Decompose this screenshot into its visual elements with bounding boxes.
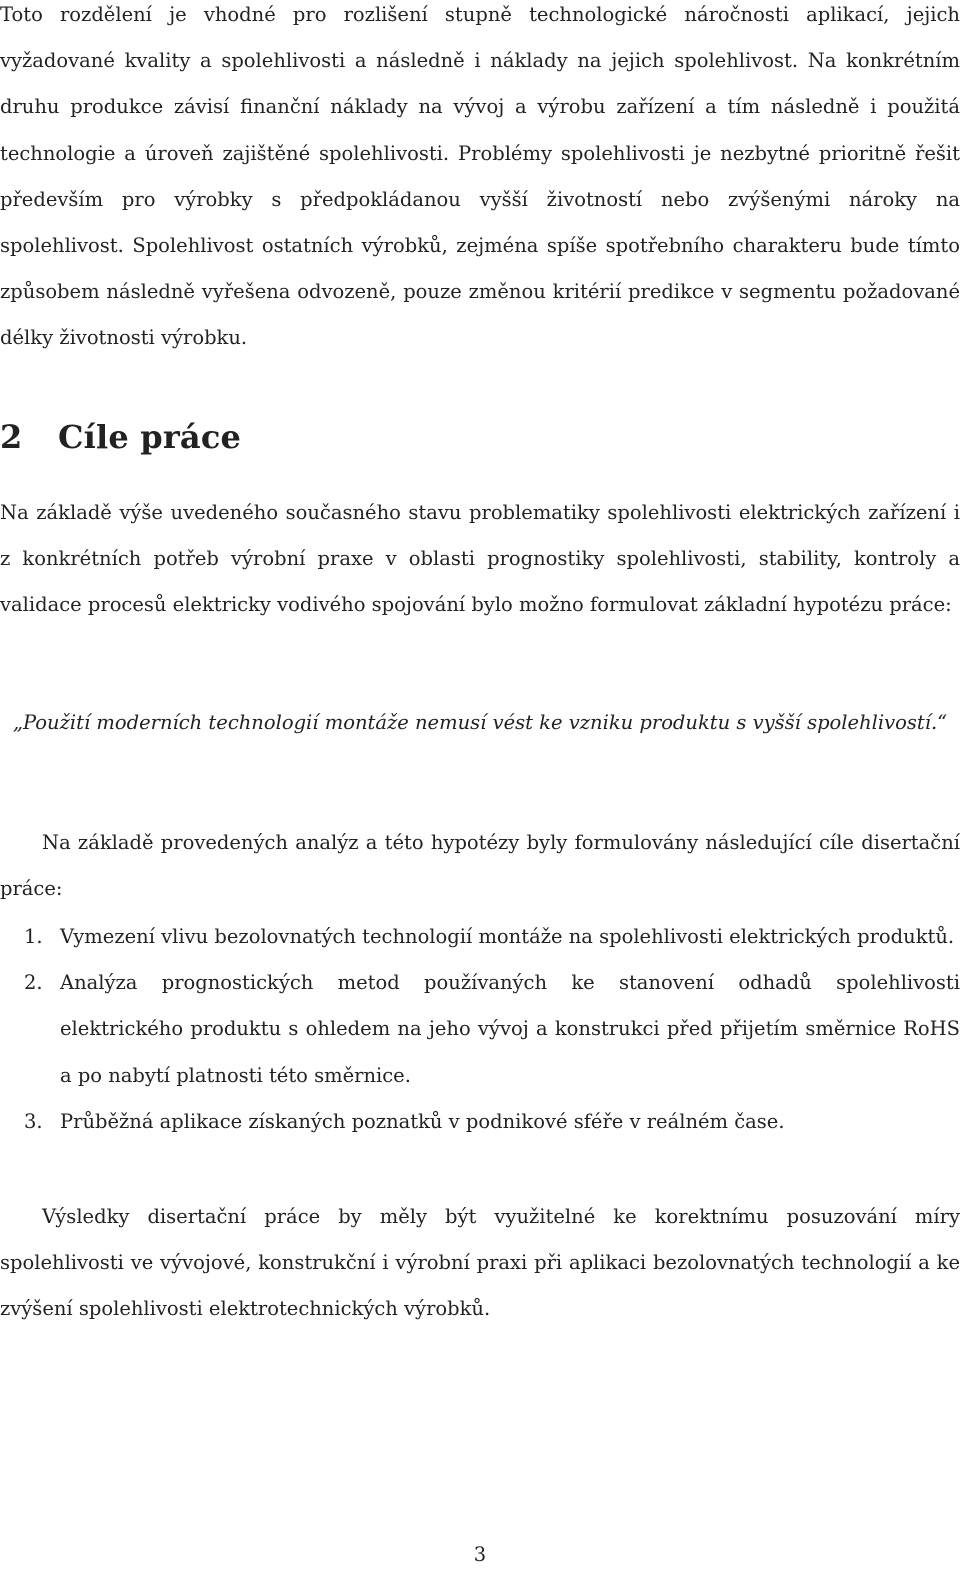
hypothesis-intro-paragraph: Na základě výše uvedeného současného stavu problematiky spolehlivosti elektrických zařízení i z konkrétních potřeb výrobní praxe v oblasti prognostiky spolehlivosti, stability, kontroly a validace procesů elektricky vodivého spojování bylo možno formulovat základní hypotézu práce: — [0, 501, 960, 617]
goals-intro-paragraph: Na základě provedených analýz a této hypotézy byly formulovány následující cíle disertační práce: — [0, 831, 960, 901]
goal-item-3 — [0, 1099, 960, 1145]
page-number: 3 — [473, 1543, 487, 1566]
section-title: Cíle práce — [58, 418, 242, 456]
section-number: 2 — [0, 418, 23, 456]
goal-item-1 — [0, 914, 960, 960]
hypothesis-quote: „Použití moderních technologií montáže nemusí vést ke vzniku produktu s vyšší spolehlivostí.“ — [12, 711, 948, 734]
goal-text: Průběžná aplikace získaných poznatků v podnikové sféře v reálném čase. — [60, 1109, 785, 1133]
intro-paragraph: Toto rozdělení je vhodné pro rozlišení stupně technologické náročnosti aplikací, jejich vyžadované kvality a spolehlivosti a následně i náklady na jejich spolehlivost. Na konkrétním druhu produkce závisí finanční náklady na vývoj a výrobu zařízení a tím následně i použitá technologie a úroveň zajištěné spolehlivosti. Problémy spolehlivosti je nezbytné prioritně řešit především pro výrobky s předpokládanou vyšší životností nebo zvýšenými nároky na spolehlivost. Spolehlivost ostatních výrobků, zejména spíše spotřebního charakteru bude tímto způsobem následně vyřešena odvozeně, pouze změnou kritérií predikce v segmentu požadované délky životnosti výrobku. — [0, 3, 960, 350]
goal-item-2 — [0, 960, 960, 1099]
section-heading — [0, 412, 241, 462]
goal-number: 3. — [24, 1109, 43, 1133]
goals-list — [0, 914, 960, 1145]
goal-number: 1. — [24, 925, 43, 948]
goal-text: Analýza prognostických metod používaných ke stanovení odhadů spolehlivosti elektrického produktu s ohledem na jeho vývoj a konstrukci před přijetím směrnice RoHS a po nabytí platnosti této směrnice. — [60, 971, 960, 1087]
goal-text: Vymezení vlivu bezolovnatých technologií montáže na spolehlivosti elektrických produktů. — [60, 925, 955, 948]
goal-number: 2. — [24, 971, 43, 995]
conclusion-paragraph: Výsledky disertační práce by měly být využitelné ke korektnímu posuzování míry spolehlivosti ve vývojové, konstrukční i výrobní praxi při aplikaci bezolovnatých technologií a ke zvýšení spolehlivosti elektrotechnických výrobků. — [0, 1205, 960, 1321]
